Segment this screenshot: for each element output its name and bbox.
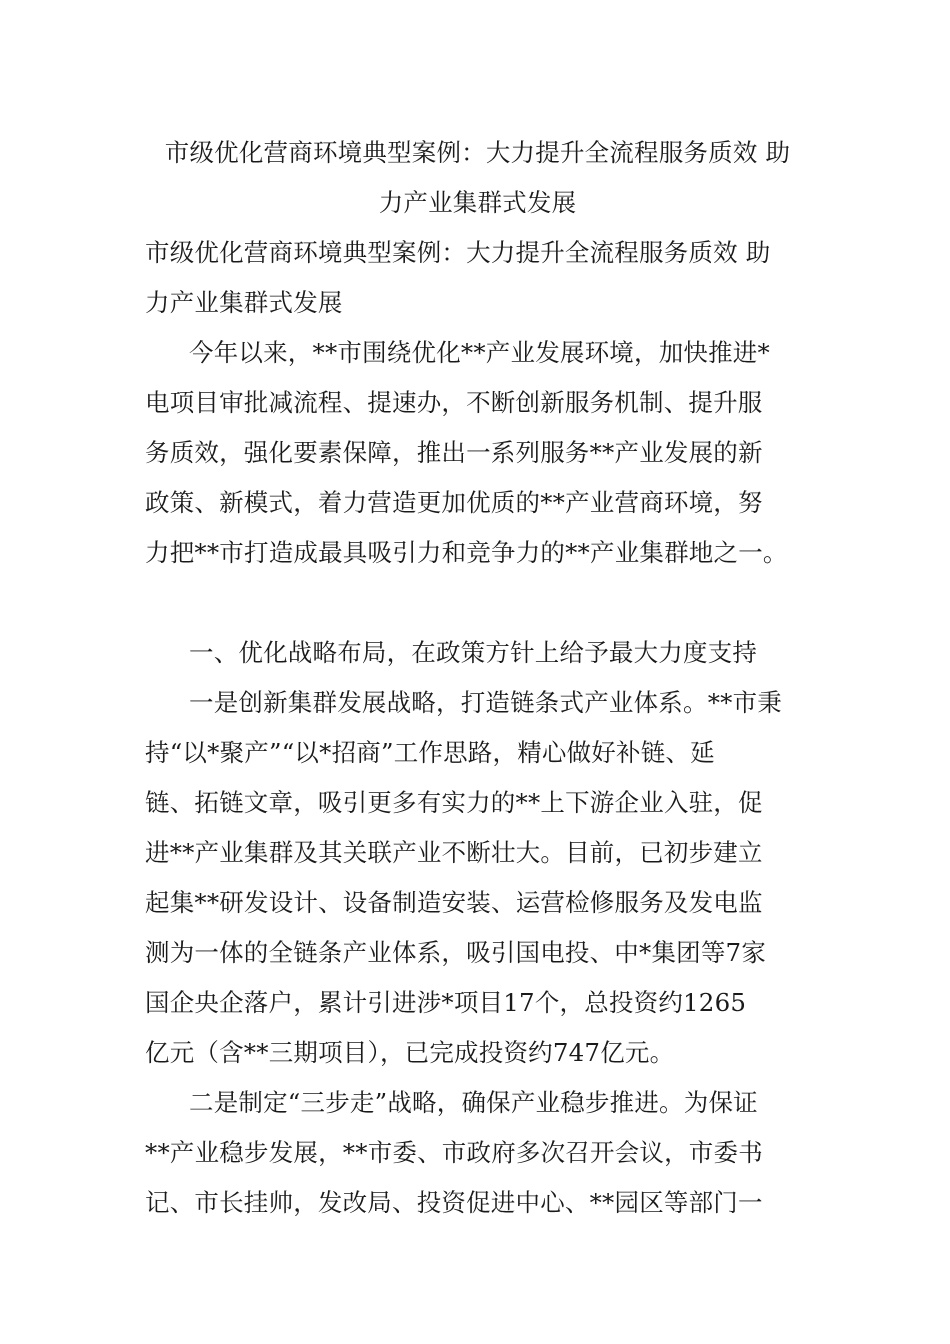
para2-line: 二是制定“三步走”战略，确保产业稳步推进。为保证 [189, 1088, 758, 1117]
intro-line: 政策、新模式，着力营造更加优质的**产业营商环境，努 [145, 488, 763, 517]
para1-line: 国企央企落户，累计引进涉*项目17个，总投资约1265 [145, 988, 747, 1017]
para1-line: 测为一体的全链条产业体系，吸引国电投、中*集团等7家 [145, 938, 767, 967]
title-line: 市级优化营商环境典型案例：大力提升全流程服务质效 助 [164, 138, 791, 167]
title-line: 力产业集群式发展 [378, 188, 577, 217]
para1-line: 链、拓链文章，吸引更多有实力的**上下游企业入驻，促 [145, 788, 763, 817]
intro-line: 力把**市打造成最具吸引力和竞争力的**产业集群地之一。 [145, 538, 788, 567]
subtitle-line: 力产业集群式发展 [145, 288, 343, 317]
document-body [145, 228, 810, 1228]
intro-line: 务质效，强化要素保障，推出一系列服务**产业发展的新 [145, 438, 763, 467]
paragraph-gap [145, 578, 810, 628]
intro-line: 今年以来，**市围绕优化**产业发展环境，加快推进* [189, 338, 770, 367]
intro-line: 电项目审批减流程、提速办，不断创新服务机制、提升服 [145, 388, 763, 417]
section-heading: 一、优化战略布局，在政策方针上给予最大力度支持 [189, 638, 758, 667]
para1-line: 进**产业集群及其关联产业不断壮大。目前，已初步建立 [145, 838, 763, 867]
para1-line: 亿元（含**三期项目），已完成投资约747亿元。 [145, 1038, 675, 1067]
para2-line: **产业稳步发展，**市委、市政府多次召开会议，市委书 [145, 1138, 763, 1167]
para1-line: 起集**研发设计、设备制造安装、运营检修服务及发电监 [145, 888, 763, 917]
para1-line: 一是创新集群发展战略，打造链条式产业体系。**市秉 [189, 688, 782, 717]
para1-line: 持“以*聚产”“以*招商”工作思路，精心做好补链、延 [145, 738, 715, 767]
subtitle-line: 市级优化营商环境典型案例：大力提升全流程服务质效 助 [145, 238, 771, 267]
document-title [145, 128, 810, 228]
para2-line: 记、市长挂帅，发改局、投资促进中心、**园区等部门一 [145, 1188, 763, 1217]
